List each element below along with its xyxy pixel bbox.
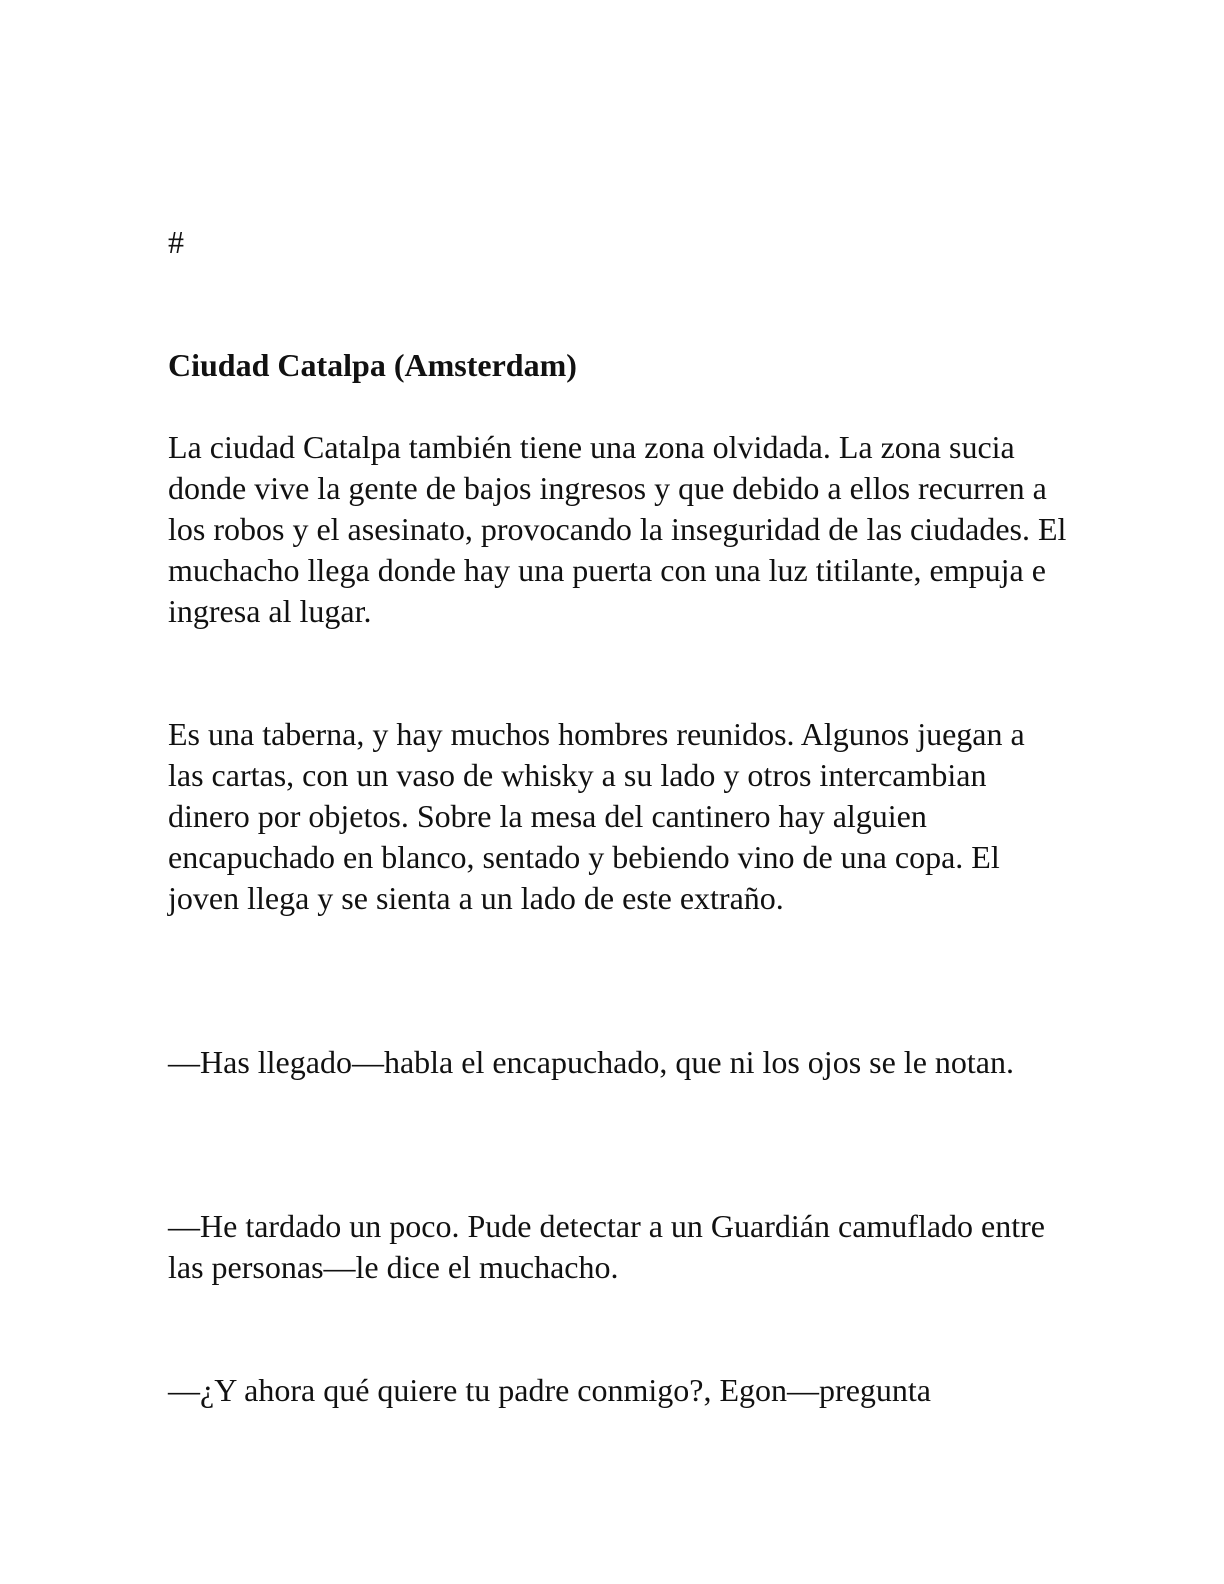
dialogue-paragraph: —He tardado un poco. Pude detectar a un Guardián camuflado entre las personas—le dice el muchacho. (168, 1208, 1045, 1285)
section-mark: # (168, 224, 184, 260)
body-paragraph: La ciudad Catalpa también tiene una zona olvidada. La zona sucia donde vive la gente de bajos ingresos y que debido a ellos recurren a los robos y el asesinato, provocando la inseguridad de las ciudades. El muchacho llega donde hay una puerta con una luz titilante, empuja e ingresa al lugar. (168, 429, 1067, 629)
dialogue-paragraph: —¿Y ahora qué quiere tu padre conmigo?, Egon—pregunta (168, 1372, 931, 1408)
body-paragraph: Es una taberna, y hay muchos hombres reunidos. Algunos juegan a las cartas, con un vaso de whisky a su lado y otros intercambian dinero por objetos. Sobre la mesa del cantinero hay alguien encapuchado en blanco, sentado y bebiendo vino de una copa. El joven llega y se sienta a un lado de este extraño. (168, 716, 1025, 916)
chapter-heading: Ciudad Catalpa (Amsterdam) (168, 347, 577, 383)
dialogue-paragraph: —Has llegado—habla el encapuchado, que ni los ojos se le notan. (168, 1044, 1014, 1080)
